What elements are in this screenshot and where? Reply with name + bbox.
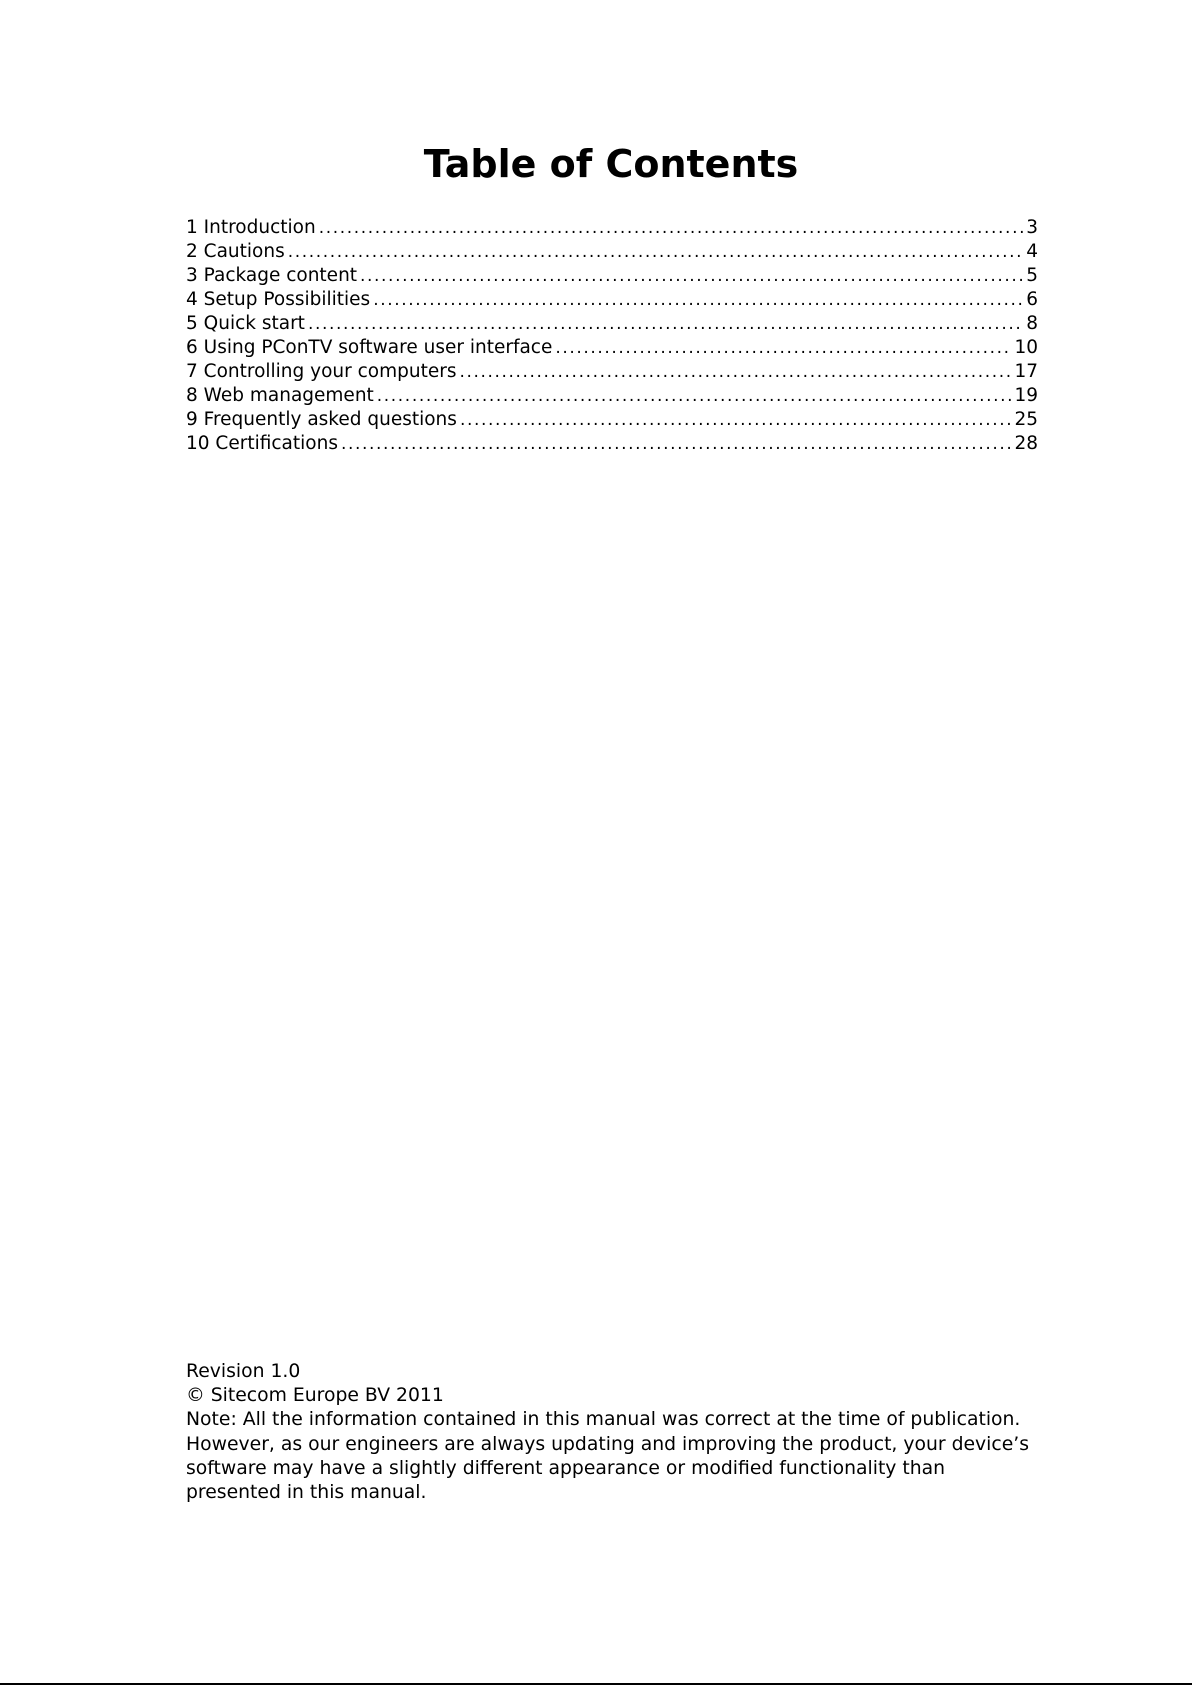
toc-dot-leader (341, 432, 1012, 456)
revision-label: Revision 1.0 (186, 1361, 301, 1382)
toc-entry-page: 17 (1014, 361, 1038, 382)
toc-entry-page: 4 (1026, 241, 1038, 262)
toc-entry-software-user-interface[interactable] (186, 336, 1038, 360)
toc-entry-label: 10 Certifications (186, 433, 338, 454)
toc-entry-label: 3 Package content (186, 265, 358, 286)
note-line: However, as our engineers are always updating and improving the product, your device’s (186, 1433, 1030, 1455)
note-line: Note: All the information contained in this manual was correct at the time of publication. (186, 1409, 1021, 1431)
toc-entry-faq[interactable] (186, 408, 1038, 432)
revision-notice (186, 1360, 1046, 1505)
toc-entry-page: 10 (1014, 337, 1038, 358)
toc-entry-label: 8 Web management (186, 385, 374, 406)
toc-entry-label: 2 Cautions (186, 241, 285, 262)
toc-entry-page: 3 (1026, 217, 1038, 238)
toc-entry-page: 25 (1014, 409, 1038, 430)
copyright-line: © Sitecom Europe BV 2011 (186, 1385, 444, 1407)
toc-entry-quick-start[interactable] (186, 312, 1038, 336)
toc-entry-cautions[interactable] (186, 240, 1038, 264)
toc-entry-label: 1 Introduction (186, 217, 316, 238)
toc-entry-certifications[interactable] (186, 432, 1038, 456)
toc-entry-label: 6 Using PConTV software user interface (186, 337, 553, 358)
toc-entry-page: 5 (1026, 265, 1038, 286)
toc-entry-page: 8 (1026, 313, 1038, 334)
toc-dot-leader (460, 408, 1013, 432)
page-title: Table of Contents (423, 142, 799, 186)
toc-dot-leader (288, 240, 1025, 264)
table-of-contents (186, 216, 1038, 456)
toc-entry-page: 6 (1026, 289, 1038, 310)
toc-entry-label: 4 Setup Possibilities (186, 289, 371, 310)
toc-entry-label: 7 Controlling your computers (186, 361, 457, 382)
toc-entry-web-management[interactable] (186, 384, 1038, 408)
toc-dot-leader (319, 216, 1025, 240)
toc-entry-page: 19 (1014, 385, 1038, 406)
toc-dot-leader (555, 336, 1012, 360)
toc-entry-label: 9 Frequently asked questions (186, 409, 457, 430)
note-line: presented in this manual. (186, 1482, 427, 1504)
toc-entry-introduction[interactable] (186, 216, 1038, 240)
toc-entry-setup-possibilities[interactable] (186, 288, 1038, 312)
toc-dot-leader (460, 360, 1013, 384)
note-line: software may have a slightly different appearance or modified functionality than (186, 1457, 946, 1479)
toc-dot-leader (373, 288, 1024, 312)
toc-entry-page: 28 (1014, 433, 1038, 454)
toc-dot-leader (308, 312, 1024, 336)
toc-dot-leader (377, 384, 1013, 408)
toc-dot-leader (360, 264, 1024, 288)
toc-entry-controlling-computers[interactable] (186, 360, 1038, 384)
toc-entry-package-content[interactable] (186, 264, 1038, 288)
toc-entry-label: 5 Quick start (186, 313, 305, 334)
